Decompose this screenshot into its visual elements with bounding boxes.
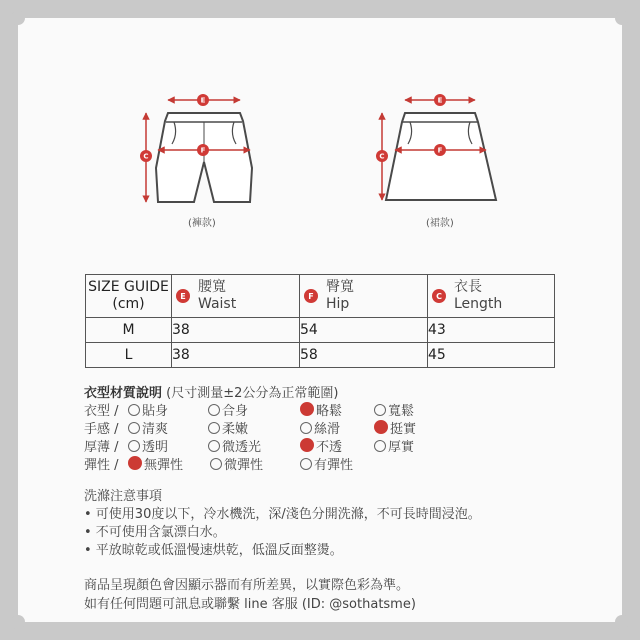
material-option <box>300 454 353 473</box>
washing-item: • 平放晾乾或低溫慢速烘乾，低溫反面整燙。 <box>84 543 343 558</box>
material-row-label: 手感 / <box>84 422 119 437</box>
contact-note: 如有任何問題可訊息或聯繫 line 客服 (ID: @sothatsme) <box>84 597 416 612</box>
material-option <box>208 400 248 419</box>
skirt-caption: (裙款) <box>426 218 454 229</box>
selected-radio-icon <box>374 420 388 434</box>
table-row <box>86 343 555 368</box>
material-option-label: 微透光 <box>222 440 262 455</box>
length-label-en: Length <box>454 296 503 312</box>
material-option <box>300 400 342 419</box>
material-option-label: 柔嫩 <box>222 422 249 437</box>
frame-notch <box>11 615 25 629</box>
hip-label-en: Hip <box>326 296 350 312</box>
radio-icon <box>128 422 140 434</box>
material-option <box>208 418 248 437</box>
material-option-label: 微彈性 <box>224 458 264 473</box>
material-subtitle: (尺寸測量±2公分為正常範圍) <box>166 386 339 401</box>
selected-radio-icon <box>300 402 314 416</box>
length-marker-skirt <box>376 150 388 162</box>
size-guide-label: SIZE GUIDE <box>88 279 169 295</box>
waist-label-zh: 腰寬 <box>198 279 226 295</box>
material-option-label: 不透 <box>316 440 343 455</box>
material-option <box>300 436 342 455</box>
material-option-label: 貼身 <box>142 404 169 419</box>
size-label: L <box>86 343 172 368</box>
material-option <box>128 436 168 455</box>
material-option <box>128 418 168 437</box>
hip-label-zh: 臀寬 <box>326 279 354 295</box>
waist-value: 38 <box>172 318 300 343</box>
material-option-label: 透明 <box>142 440 169 455</box>
waist-label-en: Waist <box>198 296 237 312</box>
radio-icon <box>208 440 220 452</box>
selected-radio-icon <box>300 438 314 452</box>
radio-icon <box>128 404 140 416</box>
svg-text:F: F <box>437 146 443 155</box>
material-option-label: 合身 <box>222 404 249 419</box>
garment-illustrations <box>0 0 640 240</box>
notes-section <box>84 576 416 614</box>
svg-text:E: E <box>200 96 206 105</box>
material-option-label: 絲滑 <box>314 422 341 437</box>
radio-icon <box>374 404 386 416</box>
hip-marker-skirt <box>434 144 446 156</box>
radio-icon <box>210 458 222 470</box>
radio-icon <box>128 440 140 452</box>
material-title: 衣型材質說明 <box>84 386 163 401</box>
selected-radio-icon <box>128 456 142 470</box>
length-marker-shorts <box>140 150 152 162</box>
table-row <box>86 318 555 343</box>
hip-marker: F <box>304 289 318 303</box>
material-option-label: 寬鬆 <box>388 404 415 419</box>
svg-text:C: C <box>143 152 149 161</box>
size-table <box>85 274 555 368</box>
radio-icon <box>300 458 312 470</box>
material-option-label: 無彈性 <box>144 458 184 473</box>
length-value: 45 <box>428 343 555 368</box>
material-option <box>128 454 183 473</box>
column-header-waist <box>172 275 300 318</box>
material-row-label: 衣型 / <box>84 404 119 419</box>
length-label-zh: 衣長 <box>454 279 482 295</box>
length-value: 43 <box>428 318 555 343</box>
material-option <box>374 418 416 437</box>
material-option <box>210 454 263 473</box>
size-guide-cell <box>86 275 172 318</box>
material-option <box>374 436 414 455</box>
radio-icon <box>208 422 220 434</box>
material-option <box>374 400 414 419</box>
color-note: 商品呈現顏色會因顯示器而有所差異，以實際色彩為準。 <box>84 578 410 593</box>
waist-marker: E <box>176 289 190 303</box>
material-option-label: 挺實 <box>390 422 417 437</box>
frame-notch <box>615 615 629 629</box>
material-option-label: 厚實 <box>388 440 415 455</box>
hip-value: 54 <box>300 318 428 343</box>
svg-text:E: E <box>437 96 443 105</box>
size-guide-unit: (cm) <box>112 296 145 312</box>
material-row-label: 厚薄 / <box>84 440 119 455</box>
radio-icon <box>374 440 386 452</box>
material-option-label: 清爽 <box>142 422 169 437</box>
material-option-label: 略鬆 <box>316 404 343 419</box>
length-marker: C <box>432 289 446 303</box>
hip-value: 58 <box>300 343 428 368</box>
waist-marker-skirt <box>434 94 446 106</box>
washing-item: • 不可使用含氯漂白水。 <box>84 525 226 540</box>
material-row-label: 彈性 / <box>84 458 119 473</box>
hip-marker-shorts <box>197 144 209 156</box>
column-header-hip <box>300 275 428 318</box>
size-table-header <box>86 275 555 318</box>
size-label: M <box>86 318 172 343</box>
material-option <box>128 400 168 419</box>
washing-title: 洗滌注意事項 <box>84 489 163 504</box>
washing-item: • 可使用30度以下，冷水機洗，深/淺色分開洗滌，不可長時間浸泡。 <box>84 507 481 522</box>
column-header-length <box>428 275 555 318</box>
material-option-label: 有彈性 <box>314 458 354 473</box>
svg-text:F: F <box>200 146 206 155</box>
material-option <box>208 436 261 455</box>
radio-icon <box>300 422 312 434</box>
washing-section <box>84 488 481 560</box>
waist-value: 38 <box>172 343 300 368</box>
material-option <box>300 418 340 437</box>
waist-marker-shorts <box>197 94 209 106</box>
radio-icon <box>208 404 220 416</box>
svg-text:C: C <box>379 152 385 161</box>
shorts-caption: (褲款) <box>188 218 216 229</box>
